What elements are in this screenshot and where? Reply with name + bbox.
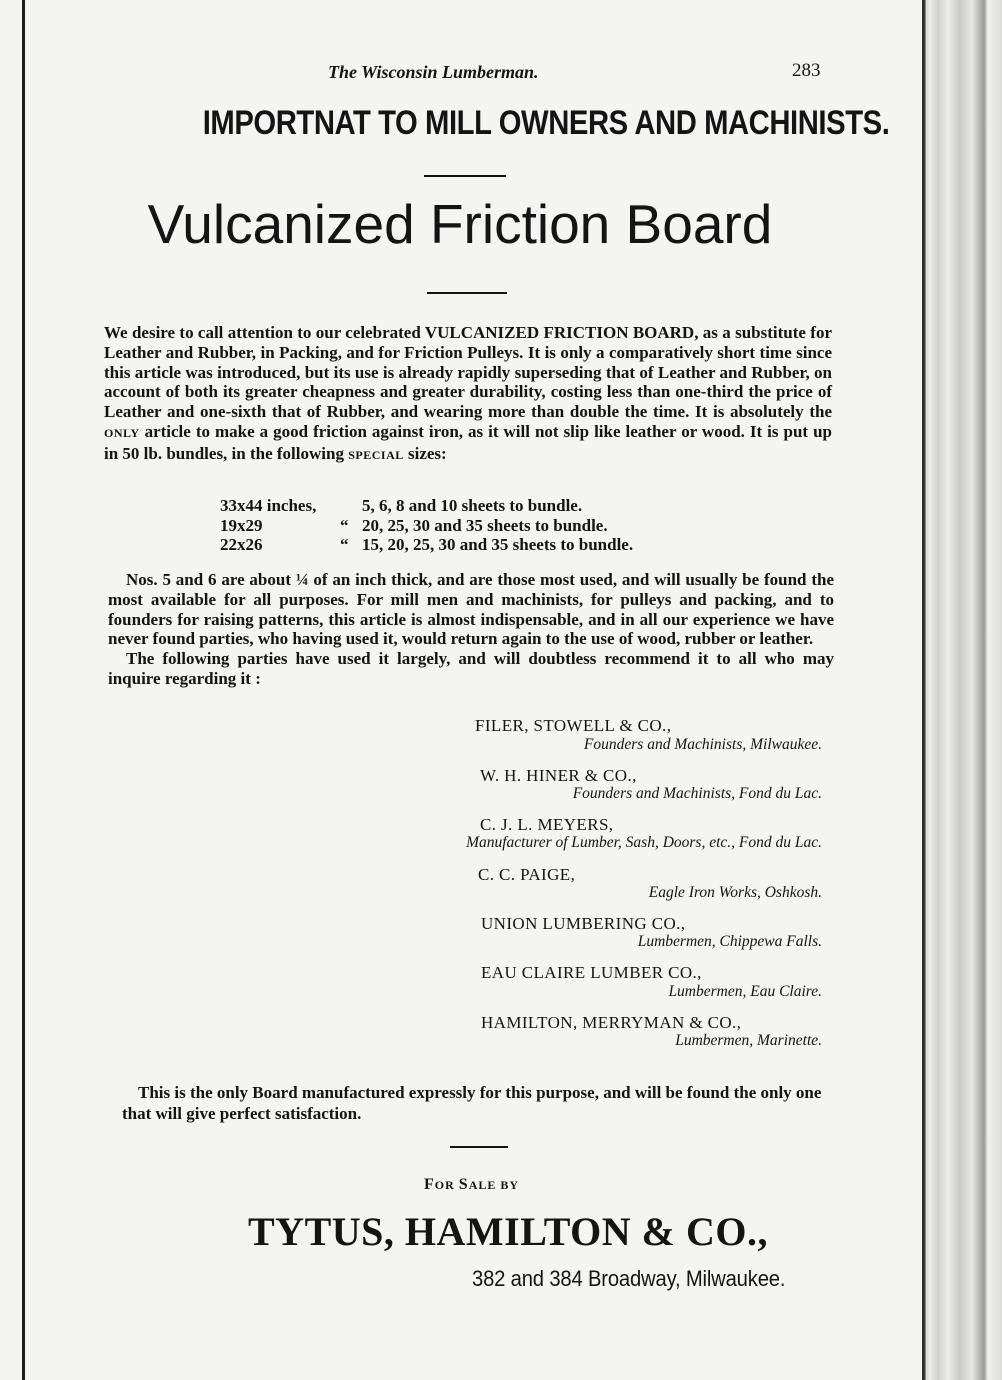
dealer-name: TYTUS, HAMILTON & CO.,: [248, 1209, 768, 1254]
reference-firm: FILER, STOWELL & CO.,: [475, 716, 672, 735]
size-dimension: 33x44 inches,: [220, 496, 317, 515]
reference-role: Lumbermen, Marinette.: [675, 1032, 822, 1049]
intro-small-caps: SPECIAL: [348, 447, 404, 462]
size-row: [220, 496, 633, 516]
size-row: [220, 535, 633, 555]
intro-text-part: sizes:: [407, 443, 447, 463]
intro-text-part: article to make a good friction against iron, as it will not slip like leather or wood. It is put up in 50 lb. bundles, in the following: [104, 421, 832, 463]
reference-role: Founders and Machinists, Fond du Lac.: [572, 785, 822, 802]
dealer-address: 382 and 384 Broadway, Milwaukee.: [472, 1266, 786, 1291]
headline: IMPORTNAT TO MILL OWNERS AND MACHINISTS.: [202, 104, 890, 142]
size-dimension: 22x26: [220, 535, 263, 554]
for-sale-label: [424, 1176, 519, 1194]
size-sheets: 5, 6, 8 and 10 sheets to bundle.: [362, 496, 583, 515]
intro-paragraph: [104, 323, 832, 466]
for-sale-letter: S: [458, 1176, 469, 1193]
page-number: 283: [792, 60, 821, 81]
reference-role: Lumbermen, Chippewa Falls.: [637, 933, 822, 950]
intro-text-part: We desire to call attention to our celebrated VULCANIZED FRICTION BOARD, as a substitute for Leather and Rubber, in Packing, and for Friction Pulleys. It is only a comparatively short time since this article was introduced, but its use is already rapidly superseding that of Leather and Rubber, on account of both its greater cheapness and greater durability, costing less than one-third the price of Leather and one-sixth that of Rubber, and wearing more than double the time. It is absolutely the: [104, 323, 832, 422]
reference-role: Manufacturer of Lumber, Sash, Doors, etc., Fond du Lac.: [466, 834, 822, 851]
reference-firm: HAMILTON, MERRYMAN & CO.,: [481, 1013, 742, 1032]
reference-role: Founders and Machinists, Milwaukee.: [583, 736, 822, 753]
page-gutter: [922, 0, 1002, 1380]
reference-firm: C. J. L. MEYERS,: [480, 815, 614, 834]
sizes-list: [220, 496, 633, 555]
ditto-mark: [340, 496, 362, 516]
divider-rule: [450, 1146, 508, 1148]
usage-paragraph: [108, 570, 834, 689]
for-sale-small-caps: ALE BY: [468, 1178, 520, 1192]
ditto-mark: “: [340, 515, 349, 535]
size-sheets: 20, 25, 30 and 35 sheets to bundle.: [362, 515, 608, 535]
divider-rule: [424, 175, 506, 177]
reference-role: Lumbermen, Eau Claire.: [668, 983, 822, 1000]
closing-paragraph: This is the only Board manufactured expressly for this purpose, and will be found the only one that will give perfect satisfaction.: [122, 1083, 822, 1123]
for-sale-small-caps: OR: [434, 1178, 459, 1192]
divider-rule: [427, 292, 507, 294]
for-sale-letter: F: [424, 1176, 435, 1193]
reference-firm: C. C. PAIGE,: [478, 865, 576, 884]
ditto-mark: “: [340, 535, 349, 554]
usage-text: Nos. 5 and 6 are about ¼ of an inch thick, and are those most used, and will usually be found the most available for all purposes. For mill men and machinists, for pulleys and packing, and to founders for raising patterns, this article is almost indispensable, and in all our experience we have never found parties, who having used it, would return again to the use of wood, rubber or leather.: [108, 570, 834, 649]
size-sheets: 15, 20, 25, 30 and 35 sheets to bundle.: [362, 535, 634, 554]
reference-role: Eagle Iron Works, Oshkosh.: [648, 884, 822, 901]
reference-firm: W. H. HINER & CO.,: [480, 766, 637, 785]
reference-firm: EAU CLAIRE LUMBER CO.,: [481, 963, 702, 982]
size-row: [220, 516, 633, 536]
running-head: The Wisconsin Lumberman.: [328, 62, 539, 82]
intro-small-caps: ONLY: [104, 425, 140, 440]
product-title: Vulcanized Friction Board: [147, 193, 773, 255]
reference-firm: UNION LUMBERING CO.,: [481, 914, 686, 933]
size-dimension: 19x29: [220, 515, 263, 535]
references-intro: The following parties have used it largely, and will doubtless recommend it to all who may inquire regarding it :: [108, 649, 834, 688]
